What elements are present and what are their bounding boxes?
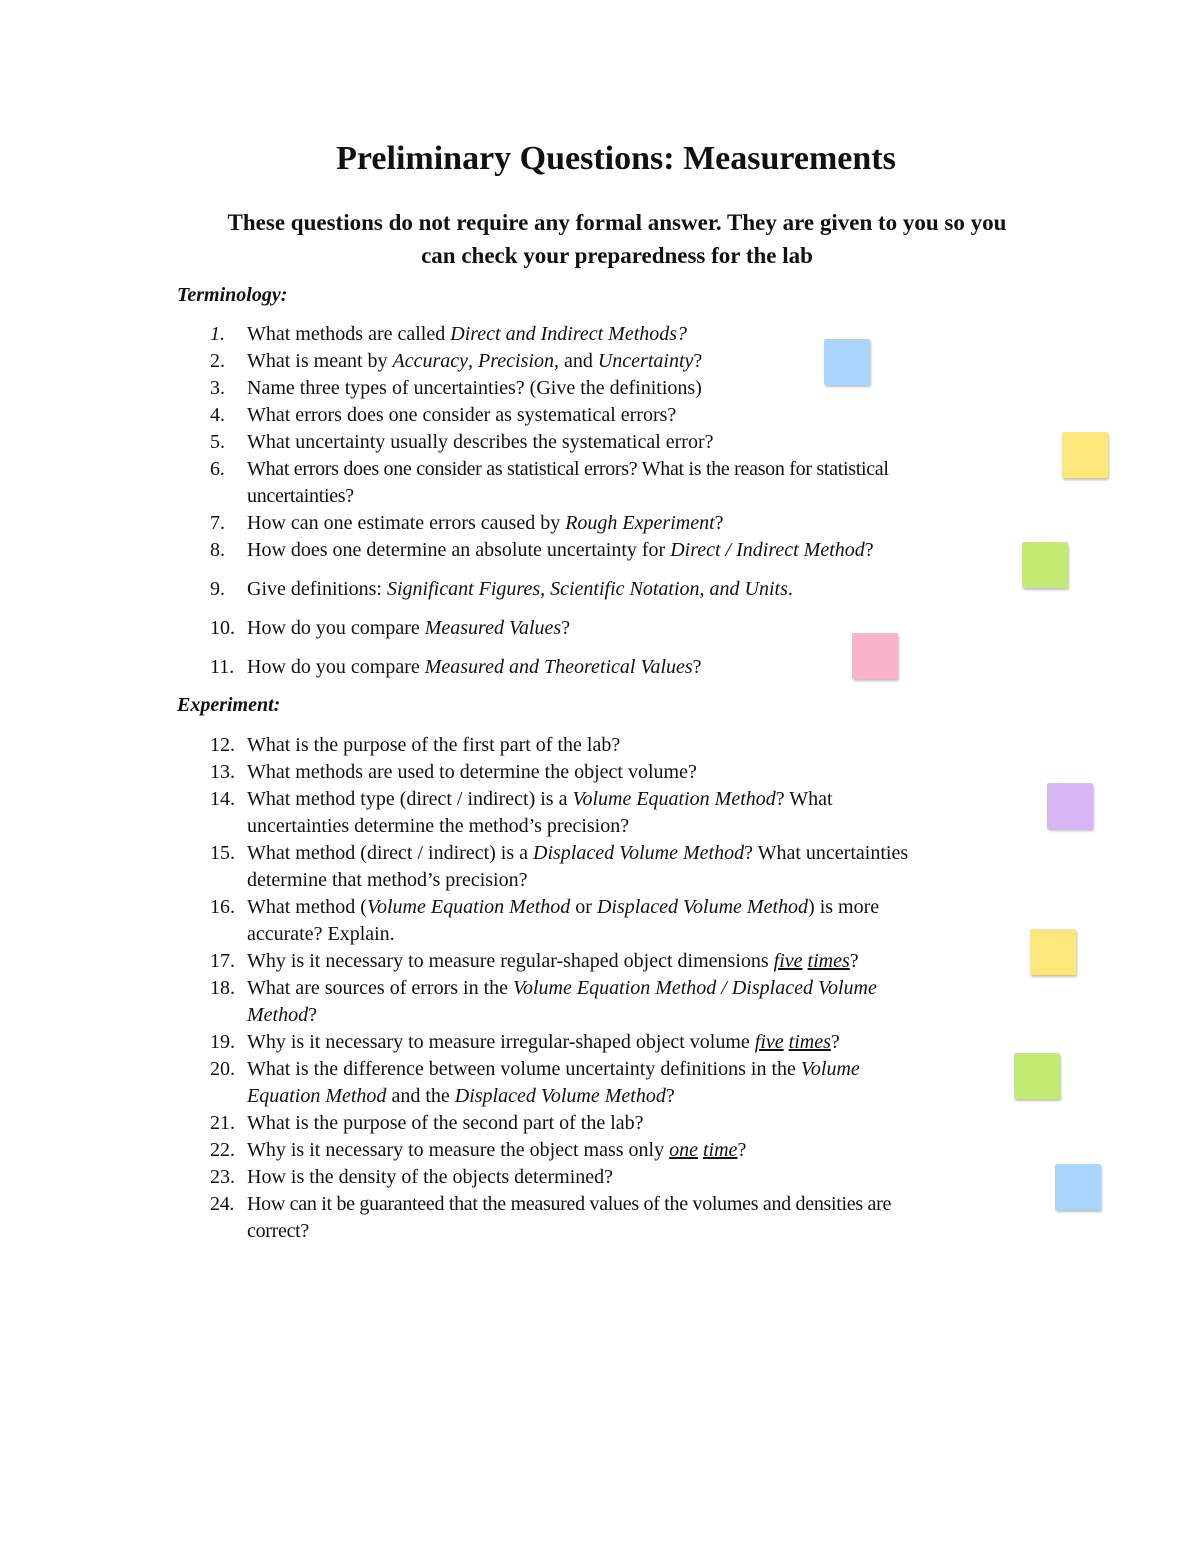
question-11: 11. How do you compare Measured and Theoretical Values? [210, 656, 702, 678]
intro-text [150, 206, 1084, 272]
question-23: 23. How is the density of the objects determined? [210, 1166, 614, 1188]
question-4: 4. What errors does one consider as systematical errors? [210, 404, 677, 426]
sticky-note-green[interactable] [1014, 1053, 1060, 1099]
question-12: 12. What is the purpose of the first part of the lab? [210, 734, 621, 756]
sticky-note-yellow[interactable] [1030, 929, 1076, 975]
page-title: Preliminary Questions: Measurements [336, 140, 896, 177]
experiment-heading: Experiment: [177, 694, 281, 716]
question-14: 14. What method type (direct / indirect) is a Volume Equation Method? What uncertainties determine the method’s precision? [210, 788, 833, 837]
sticky-note-pink[interactable] [852, 633, 898, 679]
sticky-note-yellow[interactable] [1062, 432, 1108, 478]
question-24: 24. How can it be guaranteed that the measured values of the volumes and densities are correct? [210, 1193, 892, 1242]
terminology-heading: Terminology: [177, 284, 288, 306]
question-21: 21. What is the purpose of the second part of the lab? [210, 1112, 644, 1134]
question-2: 2. What is meant by Accuracy, Precision, and Uncertainty? [210, 350, 703, 372]
sticky-note-green[interactable] [1022, 542, 1068, 588]
question-3: 3. Name three types of uncertainties? (Give the definitions) [210, 377, 702, 399]
question-16: 16. What method (Volume Equation Method or Displaced Volume Method) is more accurate? Explain. [210, 896, 880, 945]
question-6: 6. What errors does one consider as statistical errors? What is the reason for statistical uncertainties? [210, 458, 889, 507]
sticky-note-blue[interactable] [824, 339, 870, 385]
question-9: 9. Give definitions: Significant Figures, Scientific Notation, and Units. [210, 578, 793, 600]
sticky-note-blue[interactable] [1055, 1164, 1101, 1210]
intro-line-1: These questions do not require any formal answer. They are given to you so you [227, 210, 1007, 235]
question-22: 22. Why is it necessary to measure the object mass only one time? [210, 1139, 747, 1161]
intro-line-2: can check your preparedness for the lab [421, 243, 813, 268]
question-18: 18. What are sources of errors in the Volume Equation Method / Displaced Volume Method? [210, 977, 877, 1026]
question-10: 10. How do you compare Measured Values? [210, 617, 571, 639]
question-19: 19. Why is it necessary to measure irregular-shaped object volume five times? [210, 1031, 840, 1053]
question-15: 15. What method (direct / indirect) is a Displaced Volume Method? What uncertainties determine that method’s precision? [210, 842, 909, 891]
question-5: 5. What uncertainty usually describes the systematical error? [210, 431, 714, 453]
question-7: 7. How can one estimate errors caused by Rough Experiment? [210, 512, 724, 534]
sticky-note-purple[interactable] [1047, 783, 1093, 829]
question-1: 1. What methods are called Direct and Indirect Methods? [210, 323, 688, 345]
question-8: 8. How does one determine an absolute uncertainty for Direct / Indirect Method? [210, 539, 874, 561]
question-20: 20. What is the difference between volume uncertainty definitions in the Volume Equation Method and the Displaced Volume Method? [210, 1058, 860, 1107]
question-17: 17. Why is it necessary to measure regular-shaped object dimensions five times? [210, 950, 859, 972]
question-13: 13. What methods are used to determine the object volume? [210, 761, 697, 783]
